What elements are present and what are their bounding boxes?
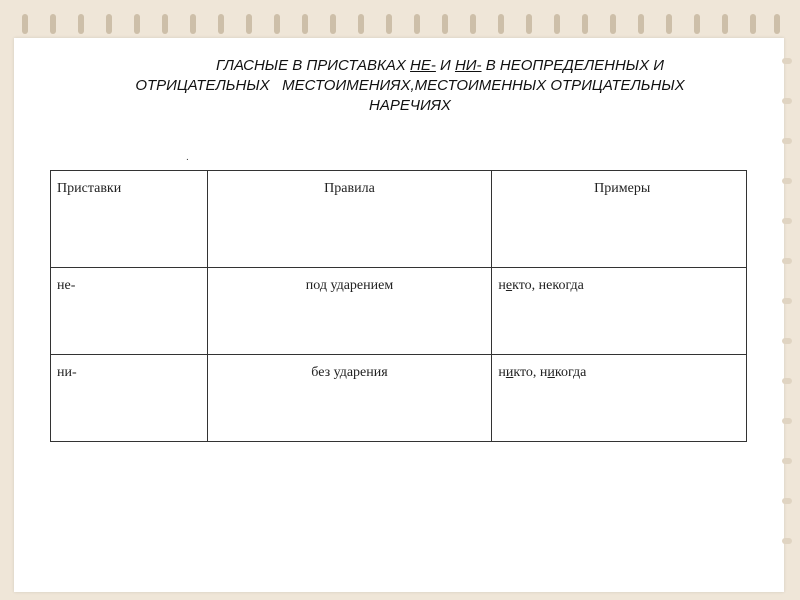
example-text: когда [554, 365, 587, 380]
cell-examples [492, 268, 747, 355]
title-line-2: ОТРИЦАТЕЛЬНЫХ МЕСТОИМЕНИЯХ,МЕСТОИМЕННЫХ ОТРИЦАТЕЛЬНЫХ [135, 77, 685, 94]
cell-rule: под ударением [207, 268, 492, 355]
header-examples: Примеры [492, 171, 747, 268]
page-title [60, 56, 760, 116]
notebook-spiral-holes [22, 14, 782, 38]
example-text: кто, некогда [512, 278, 584, 293]
table-row [51, 355, 747, 442]
table-header-row [51, 171, 747, 268]
example-text: н [498, 278, 506, 293]
cell-prefix: ни- [51, 355, 208, 442]
title-line-3: НАРЕЧИЯХ [369, 97, 451, 114]
header-prefixes: Приставки [51, 171, 208, 268]
example-text: н [498, 365, 506, 380]
table-row [51, 268, 747, 355]
header-rules: Правила [207, 171, 492, 268]
title-prefix-ni: НИ- [454, 57, 482, 74]
stray-dot: . [186, 152, 189, 163]
side-perforation [782, 38, 792, 592]
prefix-rules-table [50, 170, 747, 442]
cell-prefix: не- [51, 268, 208, 355]
cell-rule: без ударения [207, 355, 492, 442]
example-text: кто, н [513, 365, 548, 380]
cell-examples [492, 355, 747, 442]
title-text: В НЕОПРЕДЕЛЕННЫХ И [481, 57, 664, 74]
title-text: ГЛАСНЫЕ В ПРИСТАВКАХ [216, 57, 411, 74]
example-vowel: и [547, 365, 555, 380]
example-vowel: и [505, 365, 514, 380]
example-vowel: е [505, 278, 513, 293]
title-text: И [435, 57, 455, 74]
title-prefix-ne: НЕ- [410, 57, 436, 74]
